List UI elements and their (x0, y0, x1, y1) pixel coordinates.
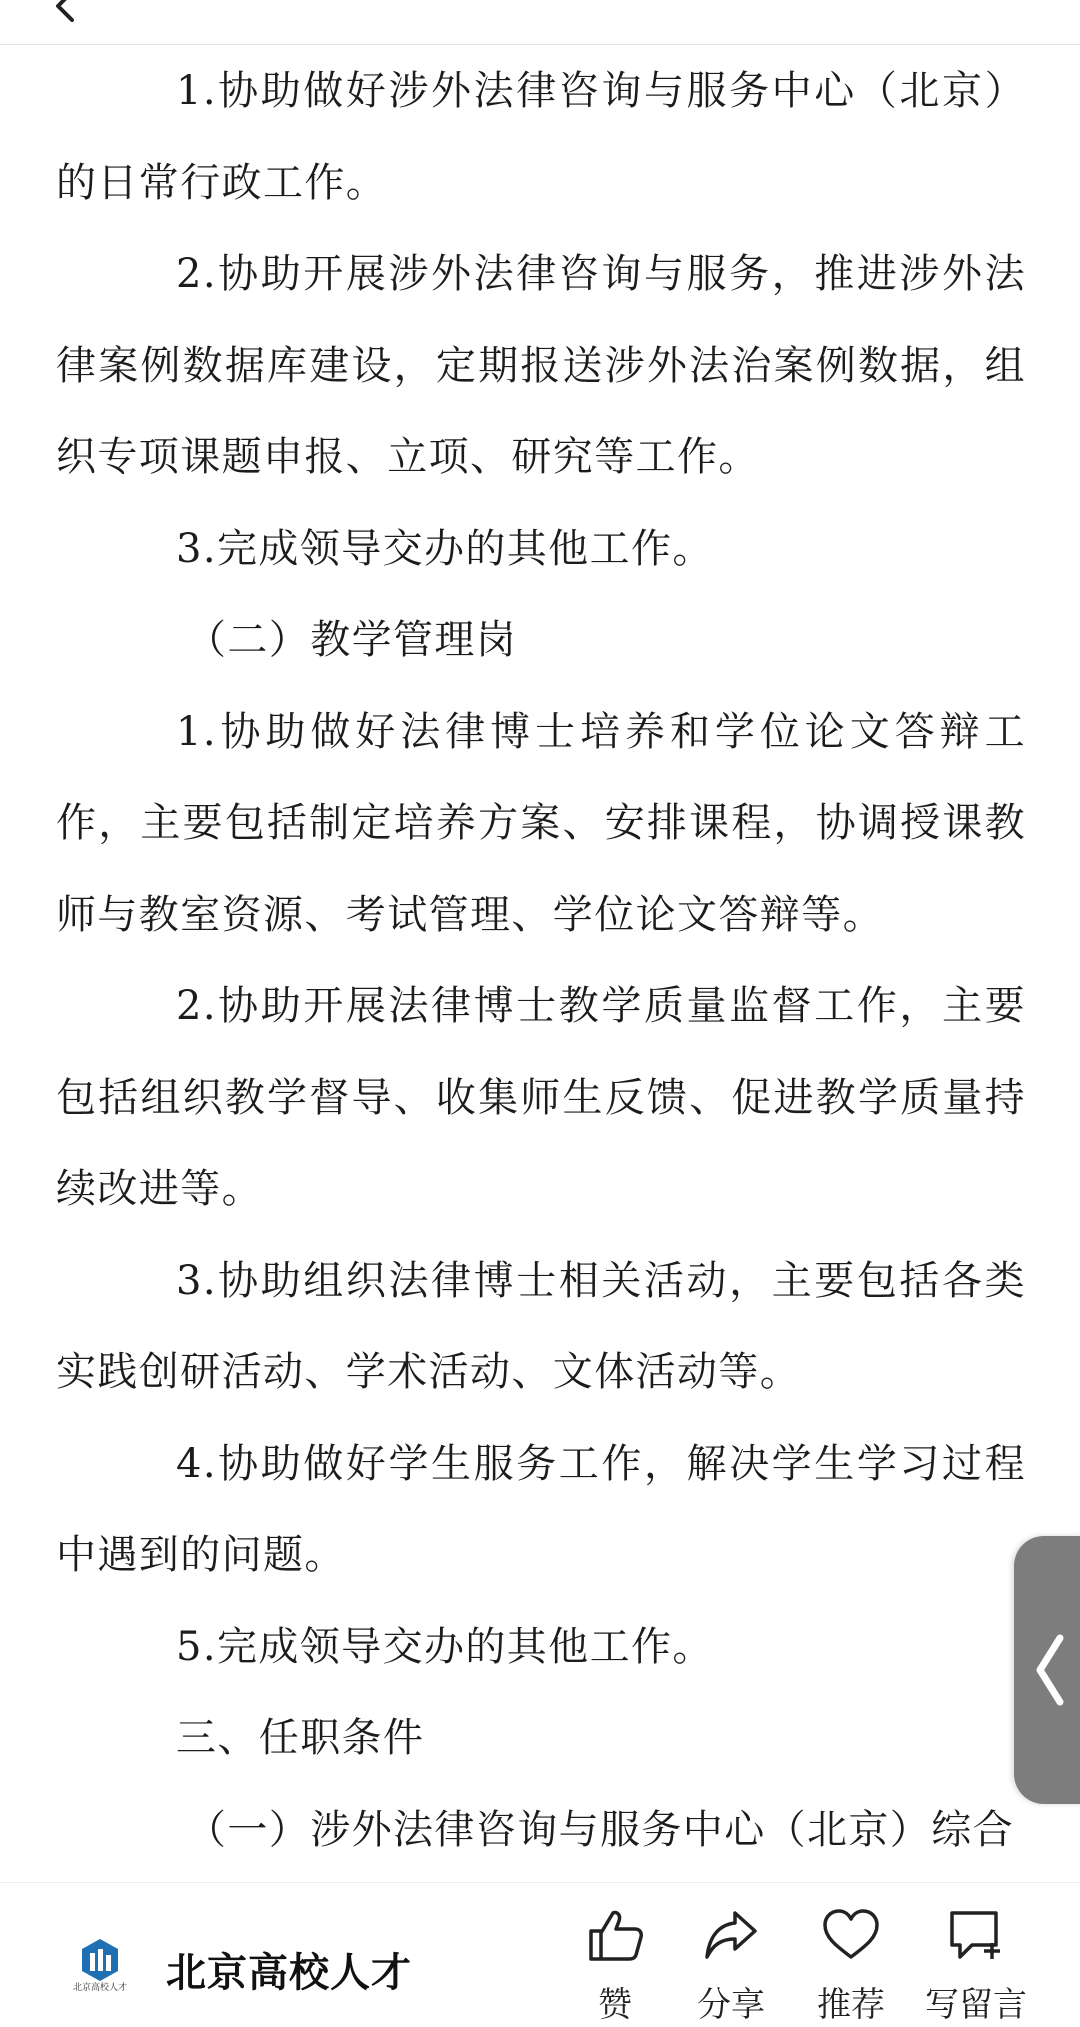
article-body (56, 46, 1026, 1876)
article-paragraph: （一）涉外法律咨询与服务中心（北京）综合 (186, 1806, 1014, 1853)
chevron-left-icon (46, 0, 86, 26)
building-logo-icon (58, 1937, 142, 1981)
bottom-action-bar (0, 1882, 1080, 2027)
thumbs-up-icon (585, 1907, 645, 1963)
write-comment-button[interactable] (916, 1907, 1036, 2026)
share-arrow-icon (701, 1907, 761, 1963)
comment-plus-icon (946, 1907, 1006, 1963)
article-paragraph: 4.协助做好学生服务工作，解决学生学习过程中遇到的问题。 (56, 1440, 1026, 1578)
article-paragraph: 三、任职条件 (176, 1715, 425, 1761)
account-name[interactable]: 北京高校人才 (166, 1950, 412, 1996)
like-label: 赞 (598, 1985, 632, 2025)
article-paragraph: 2.协助开展涉外法律咨询与服务，推进涉外法律案例数据库建设，定期报送涉外法治案例数据，组织专项课题申报、立项、研究等工作。 (56, 251, 1026, 480)
chevron-left-icon (1032, 1634, 1066, 1706)
share-label: 分享 (697, 1985, 765, 2025)
top-bar (0, 0, 1080, 45)
share-button[interactable] (676, 1907, 786, 2026)
logo-caption: 北京高校人才 (72, 1983, 127, 1993)
side-panel-handle[interactable] (1014, 1536, 1080, 1804)
article-paragraph: 5.完成领导交办的其他工作。 (176, 1623, 714, 1670)
heart-icon (821, 1907, 881, 1963)
article-paragraph: （二）教学管理岗 (186, 617, 518, 663)
like-button[interactable] (560, 1907, 670, 2026)
account-logo[interactable] (58, 1937, 142, 2003)
article-paragraph: 2.协助开展法律博士教学质量监督工作，主要包括组织教学督导、收集师生反馈、促进教学质量持续改进等。 (56, 983, 1026, 1212)
recommend-label: 推荐 (817, 1985, 885, 2025)
article-paragraph: 3.协助组织法律博士相关活动，主要包括各类实践创研活动、学术活动、文体活动等。 (56, 1257, 1026, 1395)
article-paragraph: 1.协助做好法律博士培养和学位论文答辩工作，主要包括制定培养方案、安排课程，协调授课教师与教室资源、考试管理、学位论文答辩等。 (56, 708, 1026, 938)
article-paragraph: 1.协助做好涉外法律咨询与服务中心（北京）的日常行政工作。 (56, 68, 1026, 206)
recommend-button[interactable] (796, 1907, 906, 2026)
article-paragraph: 3.完成领导交办的其他工作。 (176, 525, 714, 572)
back-button[interactable] (46, 0, 86, 26)
write-comment-label: 写留言 (925, 1985, 1027, 2025)
